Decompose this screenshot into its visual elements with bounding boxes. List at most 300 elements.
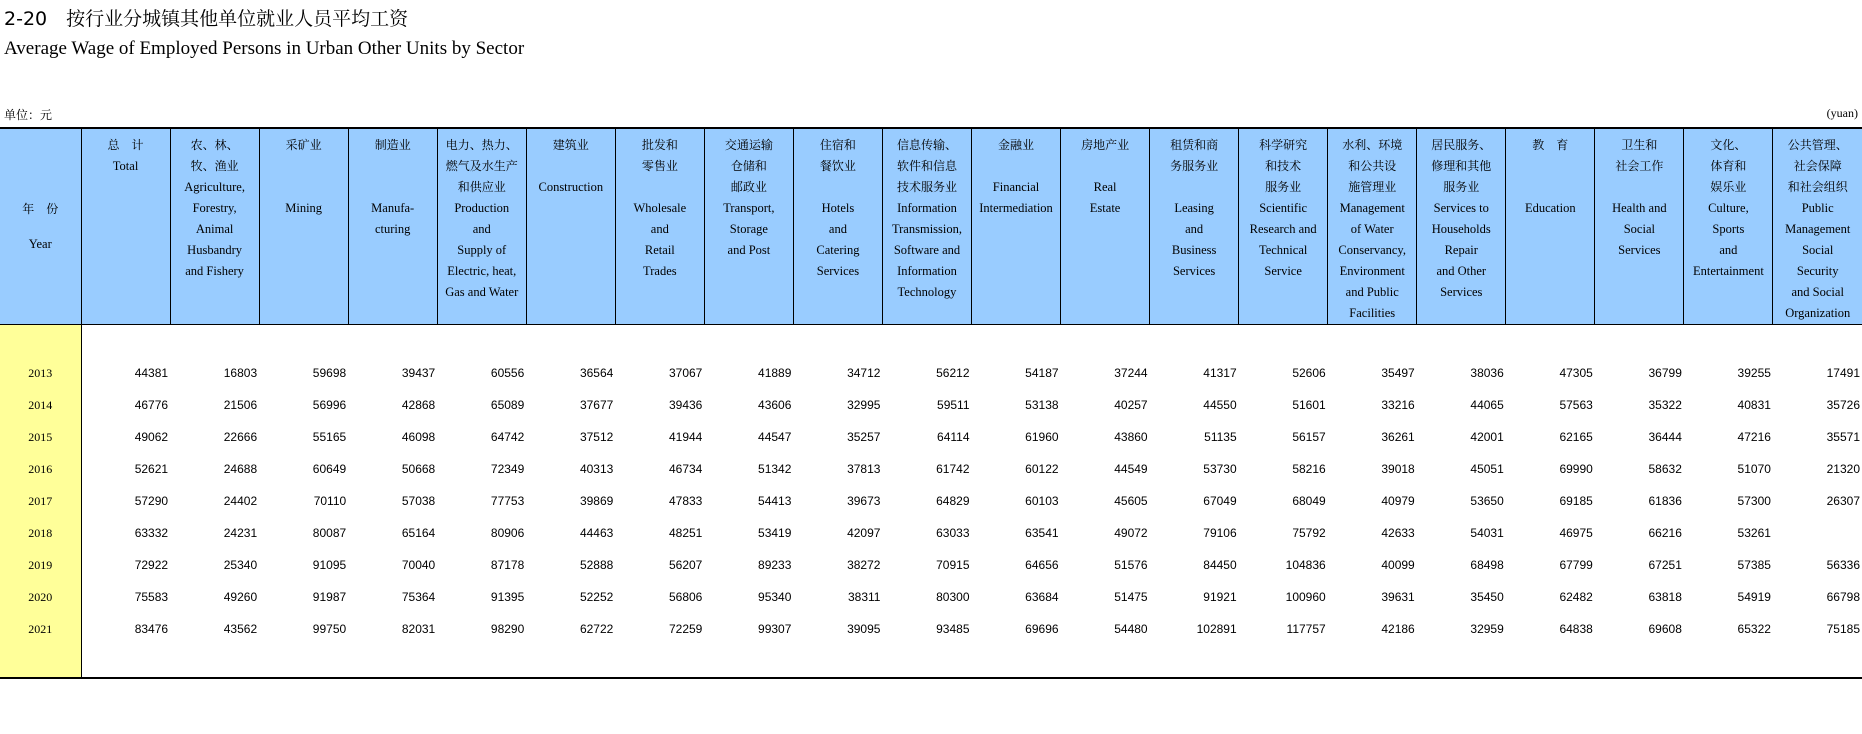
wage-cell: 21506 [223, 398, 258, 412]
table-row [0, 549, 1862, 581]
column-header-cn: 电力、热力、 燃气及水生产 和供应业 [445, 138, 518, 194]
wage-cell: 72349 [490, 462, 525, 476]
wage-cell: 80906 [490, 526, 525, 540]
table-cell-empty [1684, 645, 1773, 678]
column-header [1417, 128, 1506, 325]
wage-cell: 39018 [1381, 462, 1415, 476]
column-header [437, 128, 526, 325]
wage-cell: 75583 [134, 590, 169, 604]
wage-cell: 59698 [312, 366, 347, 380]
wage-cell: 39869 [579, 494, 614, 508]
table-cell-empty [1239, 645, 1328, 678]
wage-cell: 32959 [1470, 622, 1504, 636]
column-header-en: Agriculture, Forestry, Animal Husbandry and Fishery [184, 180, 245, 278]
unit-label-chinese: 单位：元 [4, 108, 53, 122]
wage-cell: 63033 [936, 526, 970, 540]
wage-cell: 62165 [1559, 430, 1593, 444]
wage-cell: 51576 [1114, 558, 1148, 572]
wage-cell: 32995 [847, 398, 881, 412]
column-header-cn: 采矿业 [285, 138, 322, 152]
wage-cell: 72259 [668, 622, 703, 636]
table-cell-empty [1506, 645, 1595, 678]
wage-cell: 42868 [401, 398, 436, 412]
wage-cell: 117757 [1286, 622, 1326, 636]
wage-cell: 63332 [134, 526, 169, 540]
table-cell-empty [1595, 325, 1684, 358]
wage-cell: 66216 [1648, 526, 1682, 540]
wage-cell: 47305 [1559, 366, 1593, 380]
wage-cell: 35571 [1826, 430, 1860, 444]
wage-cell: 99750 [312, 622, 347, 636]
wage-cell: 69185 [1559, 494, 1593, 508]
wage-cell: 37512 [579, 430, 614, 444]
wage-cell: 49260 [223, 590, 258, 604]
wage-cell: 61960 [1025, 430, 1059, 444]
wage-cell: 47833 [668, 494, 703, 508]
wage-cell: 54480 [1114, 622, 1148, 636]
column-header [170, 128, 259, 325]
wage-cell: 98290 [490, 622, 525, 636]
table-cell-empty [348, 325, 437, 358]
column-header-en: Hotels and Catering Services [816, 201, 860, 278]
wage-cell: 46098 [401, 430, 436, 444]
column-header-cn: 制造业 [374, 138, 411, 152]
wage-cell: 70915 [936, 558, 970, 572]
column-header-en: Public Management Social Security and Social Organization [1785, 201, 1851, 320]
table-cell-empty [1684, 325, 1773, 358]
table-cell-empty [259, 325, 348, 358]
wage-cell: 95340 [758, 590, 792, 604]
wage-cell: 36444 [1648, 430, 1682, 444]
column-header [1595, 128, 1684, 325]
wage-cell: 17491 [1826, 366, 1860, 380]
table-row [0, 453, 1862, 485]
wage-cell: 35726 [1826, 398, 1860, 412]
wage-cell: 54187 [1025, 366, 1059, 380]
table-cell-empty [81, 645, 170, 678]
column-header-cn: 房地产业 [1081, 138, 1130, 152]
wage-cell: 36564 [579, 366, 614, 380]
wage-cell: 53730 [1203, 462, 1237, 476]
wage-cell: 47216 [1737, 430, 1771, 444]
wage-cell: 38311 [847, 590, 881, 604]
column-header [793, 128, 882, 325]
wage-cell: 46776 [134, 398, 169, 412]
wage-cell: 70110 [313, 494, 347, 508]
wage-cell: 43606 [758, 398, 792, 412]
column-header [348, 128, 437, 325]
table-cell-empty [615, 645, 704, 678]
table-cell-empty [1239, 325, 1328, 358]
unit-label-english: (yuan) [1826, 106, 1858, 120]
table-row [0, 389, 1862, 421]
wage-cell: 40313 [579, 462, 614, 476]
wage-cell: 26307 [1826, 494, 1860, 508]
column-header-en: Management of Water Conservancy, Environment and Public Facilities [1338, 201, 1406, 320]
wage-cell: 39436 [668, 398, 703, 412]
table-cell-empty [1773, 325, 1862, 358]
year-cell: 2016 [0, 453, 81, 485]
column-header-year [0, 128, 81, 325]
wage-cell: 67251 [1648, 558, 1682, 572]
wage-cell: 39095 [847, 622, 881, 636]
wage-cell: 62482 [1559, 590, 1593, 604]
wage-cell: 24231 [223, 526, 258, 540]
wage-cell: 91987 [312, 590, 347, 604]
table-cell-empty [1150, 645, 1239, 678]
wage-cell: 53138 [1025, 398, 1059, 412]
page-title-english: Average Wage of Employed Persons in Urban Other Units by Sector [4, 38, 525, 59]
column-header [704, 128, 793, 325]
column-header-en: Transport, Storage and Post [723, 201, 775, 257]
wage-cell: 56157 [1292, 430, 1326, 444]
table-cell-empty [348, 645, 437, 678]
page-title-chinese: 2-20 按行业分城镇其他单位就业人员平均工资 [4, 8, 409, 30]
wage-cell: 45605 [1114, 494, 1148, 508]
wage-cell: 58632 [1648, 462, 1682, 476]
wage-cell: 36261 [1381, 430, 1415, 444]
column-header-cn: 卫生和 社会工作 [1615, 138, 1664, 173]
wage-cell: 43562 [223, 622, 258, 636]
wage-cell: 84450 [1203, 558, 1237, 572]
column-header-cn: 科学研究 和技术 服务业 [1259, 138, 1308, 194]
column-header-en: Culture, Sports and Entertainment [1692, 201, 1764, 278]
year-cell: 2018 [0, 517, 81, 549]
wage-cell: 37244 [1114, 366, 1148, 380]
table-bottom-row [0, 645, 1862, 678]
table-cell-empty [882, 645, 971, 678]
table-cell-empty [704, 645, 793, 678]
wage-cell: 63541 [1025, 526, 1059, 540]
year-cell: 2019 [0, 549, 81, 581]
year-cell: 2013 [0, 357, 81, 389]
wage-cell: 24402 [223, 494, 258, 508]
table-cell-empty [793, 325, 882, 358]
wage-cell: 99307 [758, 622, 792, 636]
column-header [615, 128, 704, 325]
column-header-cn: 公共管理、 社会保障 和社会组织 [1787, 138, 1848, 194]
wage-cell: 57563 [1559, 398, 1593, 412]
table-row [0, 517, 1862, 549]
wage-cell: 75185 [1826, 622, 1860, 636]
table-cell-empty [1773, 645, 1862, 678]
wage-cell: 52606 [1292, 366, 1326, 380]
table-cell-empty [0, 645, 81, 678]
table-cell-empty [1595, 645, 1684, 678]
table-cell-empty [1328, 325, 1417, 358]
column-header-cn: 金融业 [998, 138, 1035, 152]
column-header-cn: 年 份 [22, 201, 59, 216]
wage-cell: 64829 [936, 494, 970, 508]
wage-cell: 104836 [1285, 558, 1326, 572]
column-header [1684, 128, 1773, 325]
wage-cell: 70040 [401, 558, 436, 572]
column-header [972, 128, 1061, 325]
wage-cell: 57300 [1737, 494, 1771, 508]
wage-cell: 80300 [936, 590, 970, 604]
table-cell-empty [437, 325, 526, 358]
wage-cell: 37067 [668, 366, 703, 380]
wage-cell: 83476 [134, 622, 169, 636]
column-header-en: Information Transmission, Software and Information Technology [891, 201, 962, 299]
wage-cell: 53261 [1737, 526, 1771, 540]
wage-cell: 35497 [1381, 366, 1415, 380]
wage-cell: 34712 [847, 366, 881, 380]
column-header-en: Education [1524, 201, 1576, 215]
wage-cell: 69990 [1559, 462, 1593, 476]
wage-cell: 41317 [1203, 366, 1237, 380]
wage-cell: 45051 [1470, 462, 1504, 476]
wage-cell: 39673 [847, 494, 881, 508]
column-header-en: Leasing and Business Services [1171, 201, 1217, 278]
wage-cell: 52888 [579, 558, 614, 572]
wage-cell: 100960 [1285, 590, 1326, 604]
wage-cell: 60103 [1025, 494, 1059, 508]
wage-cell: 49062 [134, 430, 169, 444]
wage-cell: 39437 [401, 366, 436, 380]
table-cell-empty [81, 325, 170, 358]
column-header-cn: 居民服务、 修理和其他 服务业 [1431, 138, 1492, 194]
wage-cell: 44065 [1470, 398, 1504, 412]
table-cell-empty [1328, 645, 1417, 678]
wage-cell: 67799 [1559, 558, 1593, 572]
wage-cell: 41889 [758, 366, 792, 380]
column-header [1506, 128, 1595, 325]
wage-cell: 38272 [847, 558, 881, 572]
column-header [526, 128, 615, 325]
table-cell-empty [259, 645, 348, 678]
wage-cell: 35322 [1648, 398, 1682, 412]
wage-cell: 60556 [490, 366, 525, 380]
wage-cell: 46734 [668, 462, 703, 476]
wage-cell [1773, 517, 1862, 549]
wage-cell: 87178 [490, 558, 525, 572]
wage-cell: 56806 [668, 590, 703, 604]
wage-cell: 22666 [223, 430, 258, 444]
year-cell: 2021 [0, 613, 81, 645]
wage-cell: 16803 [223, 366, 258, 380]
wage-cell: 61742 [936, 462, 970, 476]
column-header [1773, 128, 1862, 325]
wage-cell: 54919 [1737, 590, 1771, 604]
table-cell-empty [615, 325, 704, 358]
column-header-cn: 交通运输 仓储和 邮政业 [724, 138, 773, 194]
column-header-en: Total [112, 159, 139, 173]
wage-cell: 51070 [1737, 462, 1771, 476]
year-cell: 2020 [0, 581, 81, 613]
wage-cell: 65089 [490, 398, 525, 412]
wage-cell: 75792 [1292, 526, 1326, 540]
wage-cell: 42001 [1470, 430, 1504, 444]
wage-cell: 58216 [1292, 462, 1326, 476]
table-cell-empty [1417, 325, 1506, 358]
wage-cell: 51601 [1292, 398, 1326, 412]
wage-cell: 65322 [1737, 622, 1771, 636]
wage-cell: 80087 [312, 526, 347, 540]
wage-cell: 33216 [1381, 398, 1415, 412]
column-header-en: Financial Intermediation [979, 180, 1053, 215]
column-header [1150, 128, 1239, 325]
column-header [1328, 128, 1417, 325]
wage-cell: 51475 [1114, 590, 1148, 604]
year-cell: 2014 [0, 389, 81, 421]
table-row [0, 357, 1862, 389]
table-cell-empty [972, 645, 1061, 678]
wage-cell: 35257 [847, 430, 881, 444]
wage-cell: 42097 [847, 526, 881, 540]
wage-cell: 49072 [1114, 526, 1148, 540]
wage-cell: 56336 [1826, 558, 1860, 572]
wage-cell: 64742 [490, 430, 525, 444]
table-cell-empty [972, 325, 1061, 358]
wage-cell: 64838 [1559, 622, 1593, 636]
wage-cell: 44550 [1203, 398, 1237, 412]
wage-cell: 39255 [1737, 366, 1771, 380]
table-cell-empty [0, 325, 81, 358]
wage-cell: 38036 [1470, 366, 1504, 380]
wage-cell: 35450 [1470, 590, 1504, 604]
wage-cell: 52621 [134, 462, 169, 476]
table-cell-empty [1506, 325, 1595, 358]
column-header [882, 128, 971, 325]
column-header [259, 128, 348, 325]
wage-cell: 46975 [1559, 526, 1593, 540]
wage-cell: 62722 [579, 622, 614, 636]
column-header-en: Real Estate [1089, 180, 1121, 215]
wage-cell: 82031 [401, 622, 436, 636]
wage-cell: 36799 [1648, 366, 1682, 380]
year-cell: 2017 [0, 485, 81, 517]
column-header-en: Scientific Research and Technical Service [1249, 201, 1317, 278]
column-header-cn: 文化、 体育和 娱乐业 [1710, 138, 1747, 194]
wage-cell: 91921 [1203, 590, 1237, 604]
wage-cell: 91095 [312, 558, 347, 572]
wage-cell: 54031 [1470, 526, 1504, 540]
table-row [0, 581, 1862, 613]
table-cell-empty [1150, 325, 1239, 358]
column-header-en: Services to Households Repair and Other Services [1431, 201, 1491, 299]
wage-cell: 48251 [668, 526, 703, 540]
wage-cell: 53650 [1470, 494, 1504, 508]
table-body [0, 325, 1862, 679]
wage-cell: 63818 [1648, 590, 1682, 604]
table-row [0, 485, 1862, 517]
wage-cell: 53419 [758, 526, 792, 540]
wage-cell: 40831 [1737, 398, 1771, 412]
wage-cell: 75364 [401, 590, 436, 604]
column-header-en: Production and Supply of Electric, heat, Gas and Water [445, 201, 519, 299]
wage-cell: 21320 [1826, 462, 1860, 476]
wage-cell: 44547 [758, 430, 792, 444]
wage-cell: 25340 [223, 558, 258, 572]
wage-cell: 68498 [1470, 558, 1504, 572]
table-cell-empty [793, 645, 882, 678]
column-header-en: Health and Social Services [1612, 201, 1667, 257]
wage-cell: 41944 [668, 430, 703, 444]
table-cell-empty [170, 325, 259, 358]
wage-cell: 68049 [1292, 494, 1326, 508]
wage-table [0, 127, 1862, 679]
header-row [0, 128, 1862, 325]
column-header-cn: 建筑业 [552, 138, 589, 152]
wage-cell: 57385 [1737, 558, 1771, 572]
wage-cell: 72922 [134, 558, 169, 572]
column-header-en: Mining [285, 201, 323, 215]
column-header-cn: 水利、环境 和公共设 施管理业 [1342, 138, 1403, 194]
year-cell: 2015 [0, 421, 81, 453]
table-spacer-row [0, 325, 1862, 358]
column-header [1239, 128, 1328, 325]
wage-cell: 24688 [223, 462, 258, 476]
column-header-cn: 教 育 [1532, 138, 1569, 152]
wage-cell: 42186 [1381, 622, 1415, 636]
wage-cell: 55165 [312, 430, 347, 444]
wage-cell: 54413 [758, 494, 792, 508]
wage-cell: 56212 [936, 366, 970, 380]
column-header-cn: 农、林、 牧、渔业 [190, 138, 239, 173]
wage-cell: 79106 [1203, 526, 1237, 540]
column-header-cn: 住宿和 餐饮业 [819, 138, 856, 173]
column-header-cn: 租赁和商 务服务业 [1170, 138, 1219, 173]
column-header-cn: 批发和 零售业 [641, 138, 678, 173]
wage-cell: 59511 [937, 398, 970, 412]
wage-cell: 51342 [758, 462, 792, 476]
wage-cell: 42633 [1381, 526, 1415, 540]
wage-cell: 56207 [668, 558, 703, 572]
column-header [81, 128, 170, 325]
column-header-en: Construction [538, 180, 604, 194]
wage-cell: 57038 [401, 494, 436, 508]
table-cell-empty [526, 645, 615, 678]
wage-cell: 60649 [312, 462, 347, 476]
column-header-cn: 总 计 [107, 138, 144, 152]
wage-cell: 69608 [1648, 622, 1682, 636]
column-header-en: Year [28, 236, 52, 251]
table-cell-empty [1061, 325, 1150, 358]
wage-cell: 93485 [936, 622, 970, 636]
column-header [1061, 128, 1150, 325]
wage-cell: 77753 [490, 494, 525, 508]
wage-cell: 44463 [579, 526, 614, 540]
wage-cell: 64114 [937, 430, 970, 444]
wage-cell: 43860 [1114, 430, 1148, 444]
column-header-cn: 信息传输、 软件和信息 技术服务业 [896, 138, 957, 194]
wage-cell: 60122 [1025, 462, 1059, 476]
table-cell-empty [1061, 645, 1150, 678]
wage-cell: 66798 [1826, 590, 1860, 604]
wage-cell: 89233 [758, 558, 792, 572]
wage-cell: 69696 [1025, 622, 1059, 636]
wage-cell: 40099 [1381, 558, 1415, 572]
table-cell-empty [526, 325, 615, 358]
wage-cell: 37813 [847, 462, 881, 476]
table-cell-empty [882, 325, 971, 358]
wage-cell: 57290 [134, 494, 169, 508]
column-header-en: Manufa- cturing [371, 201, 415, 236]
wage-cell: 44381 [134, 366, 169, 380]
table-row [0, 421, 1862, 453]
table-cell-empty [170, 645, 259, 678]
wage-cell: 67049 [1203, 494, 1237, 508]
table-cell-empty [1417, 645, 1506, 678]
wage-cell: 56996 [312, 398, 347, 412]
wage-cell: 63684 [1025, 590, 1059, 604]
wage-cell: 51135 [1204, 430, 1237, 444]
wage-cell: 61836 [1648, 494, 1682, 508]
wage-cell: 37677 [579, 398, 614, 412]
column-header-en: Wholesale and Retail Trades [633, 201, 687, 278]
table-row [0, 613, 1862, 645]
